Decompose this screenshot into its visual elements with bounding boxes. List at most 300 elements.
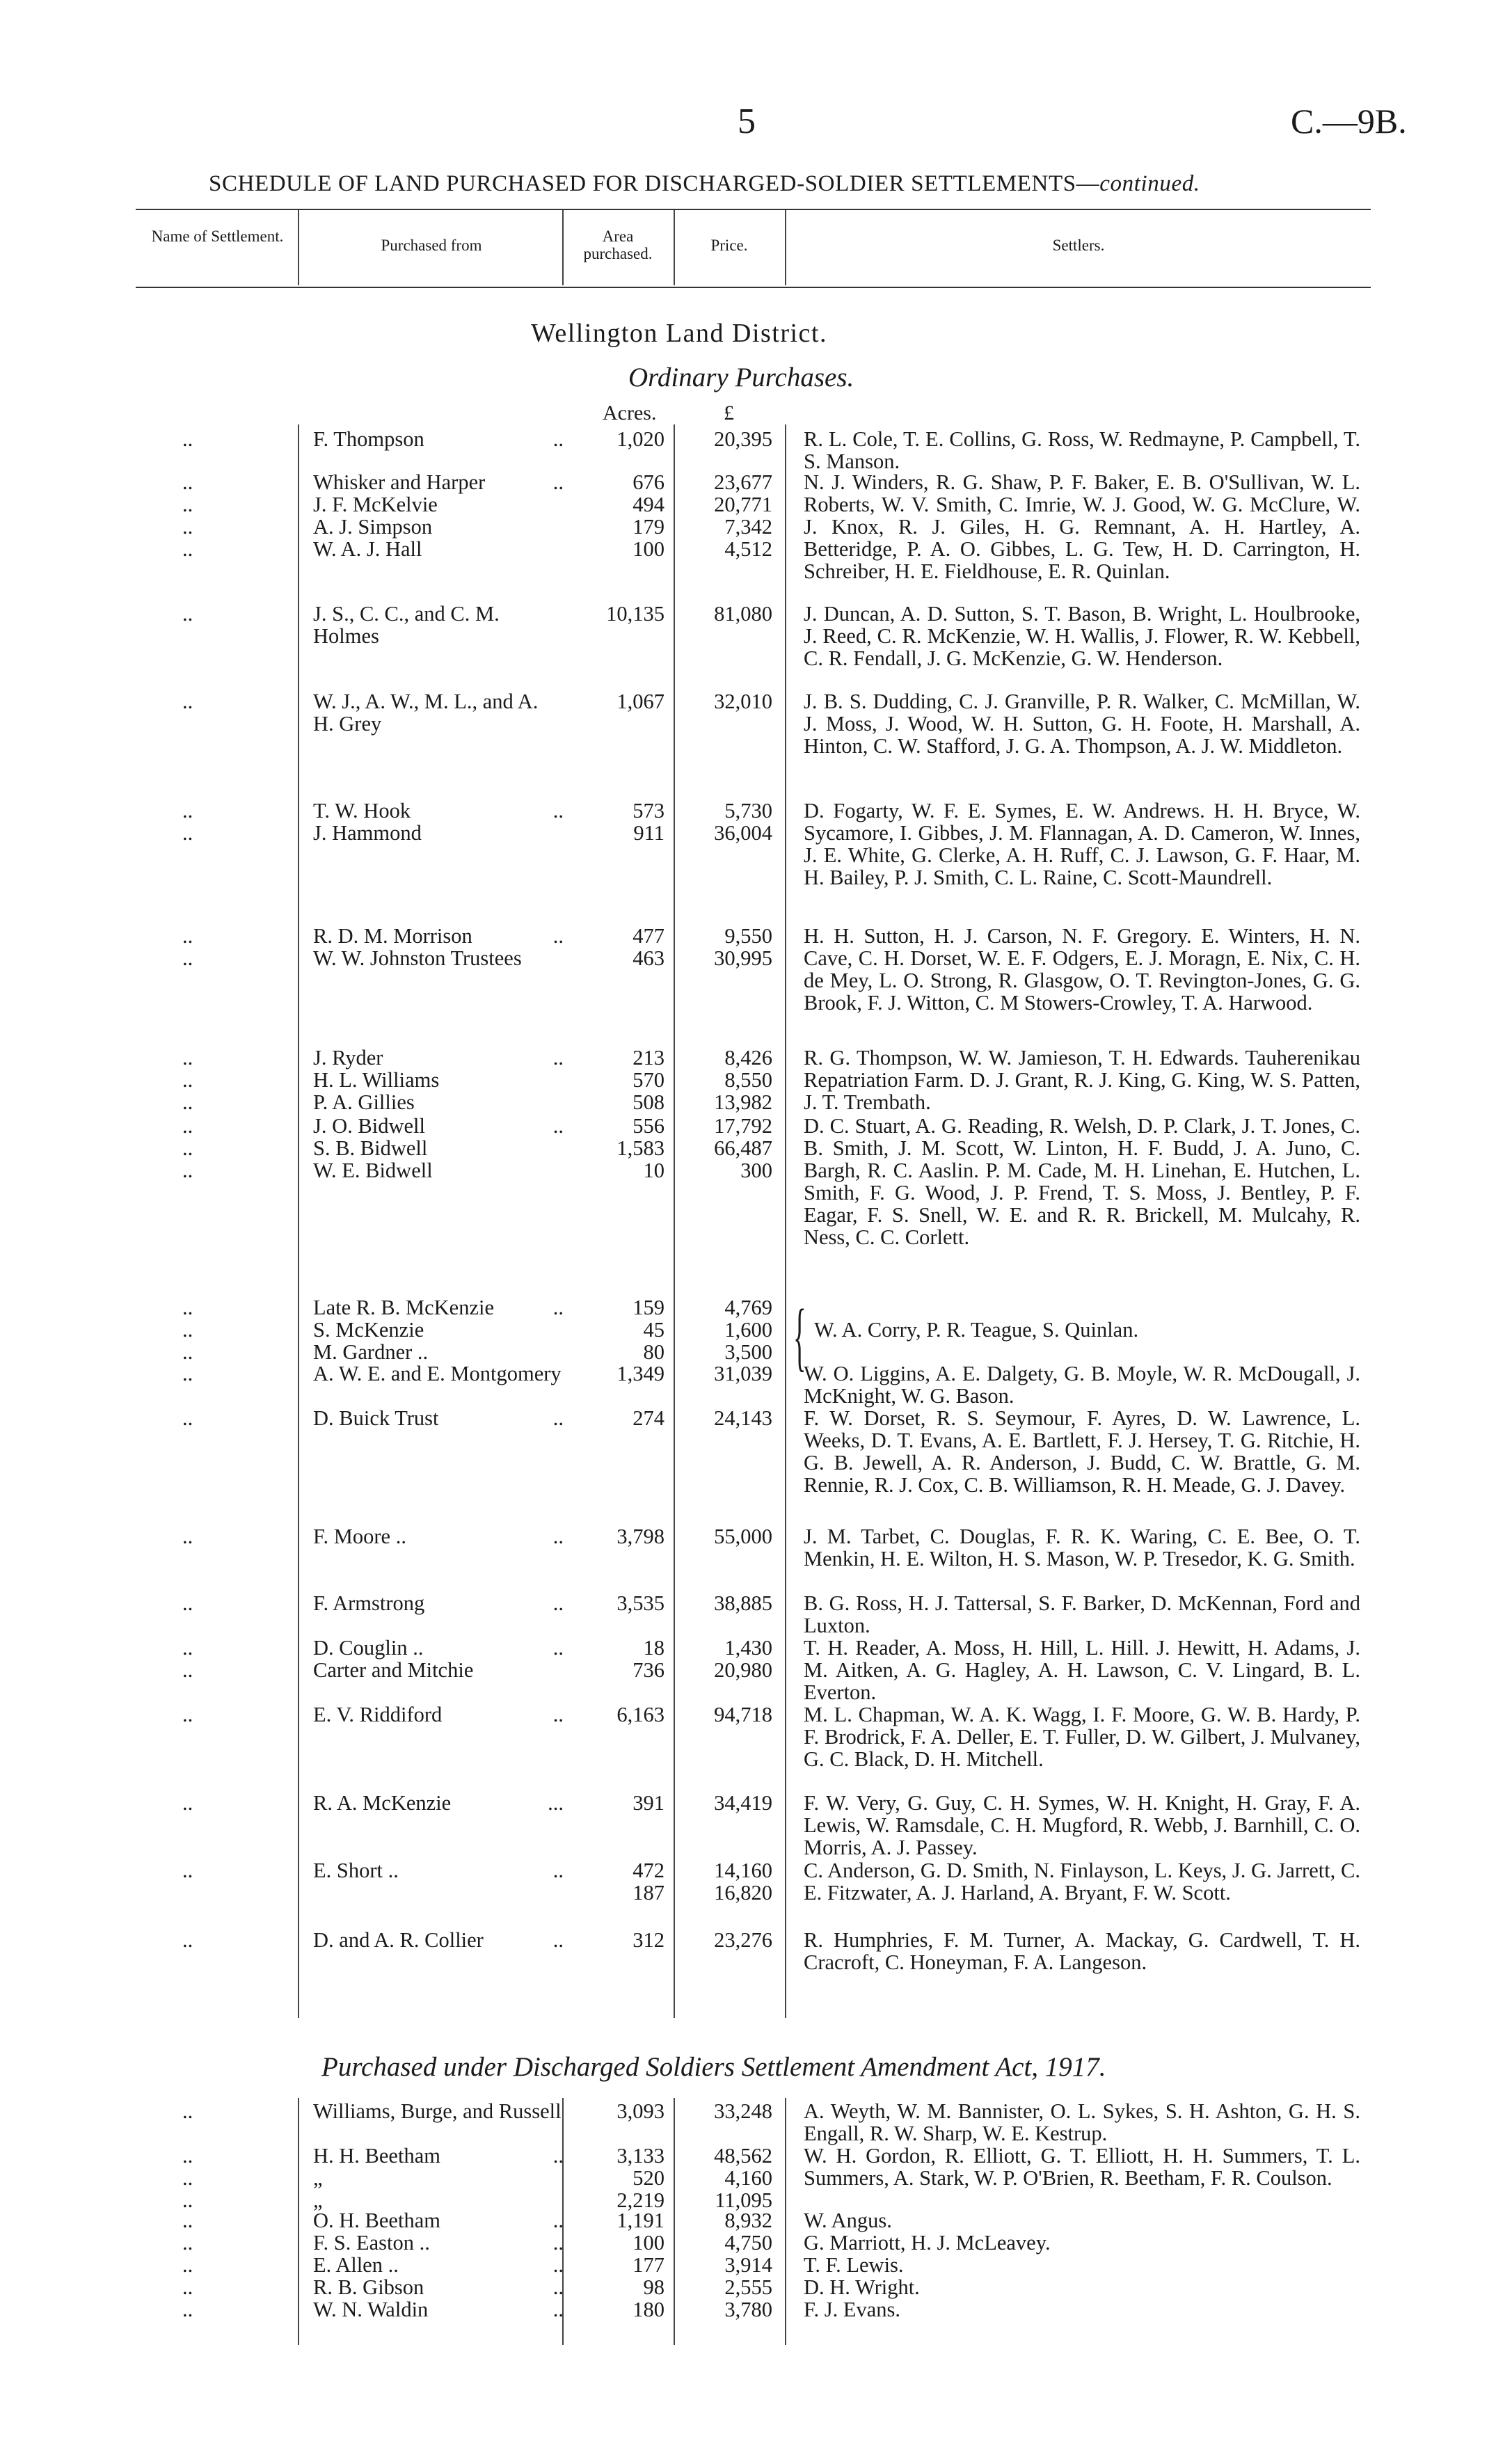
purchased-from-cell [313,1525,564,1548]
area-value: 98 [643,2275,665,2299]
price-cell [685,2232,772,2254]
area-value: 477 [632,924,665,948]
leader-dots: .. [552,1296,564,1319]
name-of-settlement-cell [182,1407,193,1429]
price-value: 4,750 [724,2231,772,2255]
area-value: 520 [632,2166,665,2190]
body-divider-3 [674,424,675,2018]
area-value: 100 [632,537,665,561]
price-value: 31,039 [714,1362,772,1385]
purchased-from-cell [313,603,564,647]
settlers-cell: R. G. Thompson, W. W. Jamieson, T. H. Edwards. Tauherenikau Repatriation Farm. D. J. Grant, R. J. King, G. King, W. S. Patten, J. T. Trembath. [804,1046,1360,1114]
area-value: 570 [632,1068,665,1092]
leader-dots: .. [182,470,193,494]
settlers-cell: W. Angus. [804,2209,892,2232]
vendor-name: J. S., C. C., and C. M. Holmes [313,602,500,648]
leader-dots: .. [182,1318,193,1342]
price-value: 4,512 [724,537,772,561]
purchased-from-cell [313,1859,564,1882]
column-header-purchased-from: Purchased from [381,237,482,254]
area-cell [581,1592,665,1614]
purchased-from-cell [313,1792,564,1814]
leader-dots: .. [182,821,193,845]
leader-dots: .. [182,1159,193,1182]
purchased-from-cell [313,2100,564,2122]
leader-dots: .. [552,1928,564,1952]
area-value: 213 [632,1046,665,1070]
settlers-cell: D. H. Wright. [804,2275,920,2299]
price-value: 17,792 [714,1114,772,1138]
leader-dots: .. [552,1406,564,1430]
schedule-title-continued: continued. [1099,171,1200,196]
price-cell [685,2276,772,2298]
settlers-cell: W. H. Gordon, R. Elliott, G. T. Elliott, H. H. Summers, T. L. Summers, A. Stark, W. P. O'Brien, R. Beetham, F. R. Coulson. [804,2144,1360,2190]
vendor-name: S. McKenzie [313,1318,424,1342]
leader-dots: .. [182,1296,193,1319]
area-value: 18 [643,1636,665,1660]
area-value: 6,163 [616,1703,665,1726]
purchased-from-cell [313,925,564,969]
leader-dots: .. [552,2144,564,2168]
settlers-cell: J. Duncan, A. D. Sutton, S. T. Bason, B. Wright, L. Houlbrooke, J. Reed, C. R. McKenzie, W. H. Wallis, J. Flower, R. W. Kebbell, C. R. Fendall, J. G. McKenzie, G. W. Henderson. [804,602,1360,670]
leader-dots: .. [182,1928,193,1952]
section-heading-amendment-act: Purchased under Discharged Soldiers Settlement Amendment Act, 1917. [321,2052,1106,2082]
vendor-name: R. B. Gibson [313,2275,424,2299]
settlers-cell: N. J. Winders, R. G. Shaw, P. F. Baker, E. B. O'Sullivan, W. L. Roberts, W. V. Smith, C. Imrie, W. J. Good, W. G. McClure, W. J. Knox, R. J. Giles, H. G. Remnant, A. H. Hartley, A. Betteridge, P. A. O. Gibbes, L. G. Tew, H. D. Carrington, H. Schreiber, H. E. Fieldhouse, E. R. Quinlan. [804,470,1360,583]
area-value: 187 [632,1881,665,1905]
area-value: 177 [632,2253,665,2277]
settlers-cell: R. Humphries, F. M. Turner, A. Mackay, G. Cardwell, T. H. Cracroft, C. Honeyman, F. A. Langeson. [804,1928,1360,1974]
purchased-from-cell [313,1929,564,1951]
area-value: 312 [632,1928,665,1952]
area-cell [581,1525,665,1548]
purchased-from-cell [313,1115,564,1182]
price-value: 7,342 [724,515,772,539]
leader-dots: .. [182,2166,193,2190]
settlers-cell: C. Anderson, G. D. Smith, N. Finlayson, L. Keys, J. G. Jarrett, C. E. Fitzwater, A. J. Harland, A. Bryant, F. W. Scott. [804,1859,1360,1905]
leader-dots: .. [182,537,193,561]
name-of-settlement-cell [182,1525,193,1548]
area-cell [581,2145,665,2211]
price-value: 1,430 [724,1636,772,1660]
vendor-name: Whisker and Harper [313,470,486,494]
price-cell [685,925,772,969]
name-of-settlement-cell [182,925,193,969]
vendor-name: P. A. Gillies [313,1090,415,1114]
price-cell [685,2100,772,2122]
purchased-from-cell [313,1407,564,1429]
area-value: 3,093 [616,2099,665,2123]
area-cell [581,1115,665,1182]
area-value: 1,067 [616,690,665,713]
price-value: 9,550 [724,924,772,948]
price-cell [685,1525,772,1548]
area-cell [581,1929,665,1951]
leader-dots: .. [552,1636,564,1660]
leader-dots: .. [182,1114,193,1138]
price-cell [685,2145,772,2211]
price-cell [685,603,772,625]
leader-dots: .. [182,1046,193,1070]
area-value: 1,020 [616,427,665,451]
area-cell [581,2298,665,2321]
settlers-cell: M. L. Chapman, W. A. K. Wagg, I. F. Moore, G. W. B. Hardy, P. F. Brodrick, F. A. Deller, E. T. Fuller, D. W. Gilbert, J. Mulvaney, G. C. Black, D. H. Mitchell. [804,1703,1360,1771]
price-value: 33,248 [714,2099,772,2123]
vendor-name: M. Gardner .. [313,1340,429,1364]
settlers-cell: G. Marriott, H. J. McLeavey. [804,2231,1051,2255]
vendor-name: W. N. Waldin [313,2298,429,2321]
area-value: 472 [632,1859,665,1882]
purchased-from-cell [313,1592,564,1614]
name-of-settlement-cell [182,2276,193,2298]
column-header-name: Name of Settlement. [151,228,284,245]
area-value: 508 [632,1090,665,1114]
price-value: 38,885 [714,1591,772,1615]
price-value: 8,932 [724,2209,772,2232]
price-value: 13,982 [714,1090,772,1114]
leader-dots: .. [182,1068,193,1092]
leader-dots: .. [182,1362,193,1385]
section2-divider-3 [674,2098,675,2345]
settlers-cell: F. W. Very, G. Guy, C. H. Symes, W. H. Knight, H. Gray, F. A. Lewis, W. Ramsdale, C. H. Mugford, R. Webb, J. Barnhill, C. O. Morris, A. J. Passey. [804,1791,1360,1859]
price-cell [685,1792,772,1814]
vendor-name: E. V. Riddiford [313,1703,443,1726]
leader-dots: .. [182,1658,193,1682]
purchased-from-cell [313,690,564,735]
vendor-name: F. Armstrong [313,1591,425,1615]
name-of-settlement-cell [182,603,193,625]
settlers-cell: B. G. Ross, H. J. Tattersal, S. F. Barker, D. McKennan, Ford and Luxton. [804,1591,1360,1637]
vendor-name: J. O. Bidwell [313,1114,425,1138]
price-value: 20,771 [714,493,772,516]
header-divider-4 [785,210,786,285]
area-cell [581,2100,665,2122]
vendor-name: F. S. Easton .. [313,2231,430,2255]
vendor-name: R. A. McKenzie [313,1791,452,1815]
vendor-name: D. Couglin .. [313,1636,424,1660]
area-value: 391 [632,1791,665,1815]
price-value: 34,419 [714,1791,772,1815]
area-cell [581,1047,665,1113]
leader-dots: .. [182,2209,193,2232]
vendor-name: F. Thompson [313,427,424,451]
area-cell [581,471,665,560]
name-of-settlement-cell [182,1296,193,1363]
name-of-settlement-cell [182,690,193,713]
leader-dots: .. [182,1636,193,1660]
area-cell [581,1859,665,1904]
settlers-cell: F. J. Evans. [804,2298,901,2321]
settlers-cell: D. C. Stuart, A. G. Reading, R. Welsh, D. P. Clark, J. T. Jones, C. B. Smith, J. M. Scott, W. Linton, H. F. Budd, J. A. Juno, C. Bargh, R. C. Aaslin. P. M. Cade, M. H. Linehan, E. Hutchen, L. Smith, F. G. Wood, J. P. Frend, T. S. Moss, J. Bentley, P. F. Eagar, F. S. Snell, W. E. and R. R. Brickell, M. Mulcahy, R. Ness, C. C. Corlett. [804,1114,1360,1249]
price-value: 3,500 [724,1340,772,1364]
settlers-cell: D. Fogarty, W. F. E. Symes, E. W. Andrews. H. H. Bryce, W. Sycamore, I. Gibbes, J. M. Flannagan, A. D. Cameron, W. Innes, J. E. White, G. Clerke, A. H. Ruff, C. J. Lawson, G. F. Haar, M. H. Bailey, P. J. Smith, C. L. Raine, C. Scott-Maundrell. [804,799,1360,889]
leader-dots: .. [182,515,193,539]
price-value: 11,095 [715,2188,772,2212]
price-value: 2,555 [724,2275,772,2299]
settlers-cell: T. H. Reader, A. Moss, H. Hill, L. Hill. J. Hewitt, H. Adams, J. M. Aitken, A. G. Hagley, A. H. Lawson, C. V. Lingard, B. L. Everton. [804,1636,1360,1704]
vendor-name: W. E. Bidwell [313,1159,433,1182]
leader-dots: .. [552,1859,564,1882]
purchased-from-cell [313,2254,564,2276]
name-of-settlement-cell [182,2298,193,2321]
leader-dots: .. [552,427,564,451]
price-value: 81,080 [714,602,772,626]
area-value: 3,133 [616,2144,665,2168]
column-header-area: Area purchased. [583,228,653,262]
vendor-name: J. Ryder [313,1046,383,1070]
area-value: 573 [632,799,665,822]
name-of-settlement-cell [182,428,193,450]
settlers-cell: F. W. Dorset, R. S. Seymour, F. Ayres, D. W. Lawrence, L. Weeks, D. T. Evans, A. E. Bartlett, F. J. Hersey, T. G. Ritchie, H. G. B. Jewell, A. R. Anderson, J. Budd, C. W. Brattle, G. M. Rennie, R. J. Cox, C. B. Williamson, R. H. Meade, G. J. Davey. [804,1406,1360,1497]
area-cell [581,1407,665,1429]
header-divider-1 [298,210,299,285]
purchased-from-cell [313,2209,564,2232]
price-value: 23,677 [714,470,772,494]
header-divider-3 [674,210,675,285]
area-cell [581,2276,665,2298]
area-cell [581,1703,665,1726]
price-cell [685,1047,772,1113]
price-cell [685,1362,772,1385]
price-cell [685,1637,772,1681]
price-value: 8,426 [724,1046,772,1070]
vendor-name: E. Allen .. [313,2253,399,2277]
schedule-title [209,171,1200,197]
price-value: 300 [740,1159,772,1182]
vendor-name: T. W. Hook [313,799,411,822]
price-value: 32,010 [714,690,772,713]
leader-dots: .. [552,2275,564,2299]
vendor-name: S. B. Bidwell [313,1136,428,1160]
price-cell [685,1115,772,1182]
price-value: 24,143 [714,1406,772,1430]
vendor-name: H. H. Beetham [313,2144,440,2168]
leader-dots: .. [552,799,564,822]
area-value: 556 [632,1114,665,1138]
unit-acres: Acres. [603,401,657,424]
price-value: 48,562 [714,2144,772,2168]
vendor-name: A. J. Simpson [313,515,433,539]
price-value: 14,160 [714,1859,772,1882]
leader-dots: .. [182,2188,193,2212]
price-cell [685,690,772,713]
area-cell [581,1296,665,1363]
name-of-settlement-cell [182,800,193,844]
leader-dots: .. [182,1591,193,1615]
leader-dots: .. [182,1703,193,1726]
leader-dots: .. [182,2298,193,2321]
leader-dots: .. [182,690,193,713]
price-cell [685,1592,772,1614]
section-heading-ordinary: Ordinary Purchases. [628,363,854,392]
settlers-cell: H. H. Sutton, H. J. Carson, N. F. Gregory. E. Winters, H. N. Cave, C. H. Dorset, W. E. F. Odgers, E. J. Moragn, E. Nix, C. H. de Mey, L. O. Strong, R. Glasgow, O. T. Revington-Jones, G. G. Brook, F. J. Witton, C. M Stowers-Crowley, T. A. Harwood. [804,924,1360,1015]
price-cell [685,1859,772,1904]
vendor-name: J. Hammond [313,821,422,845]
price-value: 20,395 [714,427,772,451]
vendor-name: H. L. Williams [313,1068,440,1092]
group-brace: { [793,1294,806,1378]
column-header-price: Price. [710,237,748,254]
vendor-name: D. Buick Trust [313,1406,439,1430]
price-cell [685,2254,772,2276]
price-value: 3,914 [724,2253,772,2277]
document-reference: C.—9B. [1291,102,1407,141]
area-cell [581,690,665,713]
leader-dots: .. [552,2209,564,2232]
price-value: 20,980 [714,1658,772,1682]
area-value: 1,191 [616,2209,665,2232]
price-value: 1,600 [724,1318,772,1342]
price-cell [685,1296,772,1363]
purchased-from-cell [313,428,564,450]
area-value: 179 [632,515,665,539]
purchased-from-cell [313,1362,564,1385]
leader-dots: .. [182,2099,193,2123]
vendor-name: W. W. Johnston Trustees [313,946,522,970]
area-value: 2,219 [616,2188,665,2212]
body-divider-1 [298,424,299,2018]
area-cell [581,2209,665,2232]
leader-dots: .. [182,946,193,970]
purchased-from-cell [313,1047,564,1113]
price-cell [685,800,772,844]
purchased-from-cell [313,2232,564,2254]
leader-dots: .. [552,1703,564,1726]
area-value: 1,583 [616,1136,665,1160]
leader-dots: .. [552,470,564,494]
price-value: 30,995 [714,946,772,970]
purchased-from-cell [313,1703,564,1726]
name-of-settlement-cell [182,1047,193,1113]
leader-dots: .. [182,1136,193,1160]
district-heading: Wellington Land District. [531,319,827,348]
area-value: 180 [632,2298,665,2321]
vendor-name: „ [313,2188,323,2212]
price-cell [685,471,772,560]
name-of-settlement-cell [182,1859,193,1882]
name-of-settlement-cell [182,1362,193,1385]
name-of-settlement-cell [182,1115,193,1182]
name-of-settlement-cell [182,1792,193,1814]
settlers-cell: T. F. Lewis. [804,2253,904,2277]
leader-dots: .. [182,427,193,451]
price-value: 66,487 [714,1136,772,1160]
schedule-title-main: SCHEDULE OF LAND PURCHASED FOR DISCHARGED-SOLDIER SETTLEMENTS— [209,171,1100,196]
page-number: 5 [738,102,756,141]
leader-dots: .. [182,1859,193,1882]
area-value: 274 [632,1406,665,1430]
vendor-name: A. W. E. and E. Montgomery [313,1362,562,1385]
leader-dots: .. [552,2298,564,2321]
area-value: 3,798 [616,1525,665,1548]
leader-dots: .. [182,2253,193,2277]
area-cell [581,2232,665,2254]
settlers-cell: R. L. Cole, T. E. Collins, G. Ross, W. Redmayne, P. Campbell, T. S. Manson. [804,427,1360,473]
area-cell [581,925,665,969]
vendor-name: E. Short .. [313,1859,399,1882]
leader-dots: .. [182,602,193,626]
column-header-settlers: Settlers. [1052,237,1105,254]
area-cell [581,1637,665,1681]
name-of-settlement-cell [182,2209,193,2232]
area-value: 736 [632,1658,665,1682]
settlers-cell: W. A. Corry, P. R. Teague, S. Quinlan. [814,1318,1139,1342]
name-of-settlement-cell [182,1637,193,1681]
vendor-name: W. A. J. Hall [313,537,422,561]
vendor-name: D. and A. R. Collier [313,1928,484,1952]
vendor-name: W. J., A. W., M. L., and A. H. Grey [313,690,539,735]
settlers-cell: J. B. S. Dudding, C. J. Granville, P. R. Walker, C. McMillan, W. J. Moss, J. Wood, W. H. Sutton, G. H. Foote, H. Marshall, A. Hinton, C. W. Stafford, J. G. A. Thompson, A. J. W. Middleton. [804,690,1360,758]
area-cell [581,603,665,625]
body-divider-4 [785,424,786,2018]
area-cell [581,1362,665,1385]
area-value: 100 [632,2231,665,2255]
leader-dots: .. [182,924,193,948]
price-value: 16,820 [714,1881,772,1905]
header-divider-2 [562,210,564,285]
vendor-name: F. Moore .. [313,1525,406,1548]
area-cell [581,2254,665,2276]
price-value: 5,730 [724,799,772,822]
leader-dots: .. [182,493,193,516]
purchased-from-cell [313,471,564,560]
vendor-name: J. F. McKelvie [313,493,438,516]
price-cell [685,428,772,450]
area-value: 45 [643,1318,665,1342]
leader-dots: .. [182,1090,193,1114]
leader-dots: .. [552,924,564,948]
purchased-from-cell [313,2145,564,2211]
area-value: 676 [632,470,665,494]
leader-dots: .. [182,2144,193,2168]
leader-dots: .. [182,1525,193,1548]
name-of-settlement-cell [182,471,193,560]
price-cell [685,2209,772,2232]
leader-dots: .. [182,2275,193,2299]
leader-dots: .. [182,2231,193,2255]
leader-dots: .. [182,1791,193,1815]
leader-dots: .. [182,1340,193,1364]
area-value: 1,349 [616,1362,665,1385]
price-cell [685,1407,772,1429]
section2-divider-4 [785,2098,786,2345]
price-value: 23,276 [714,1928,772,1952]
name-of-settlement-cell [182,1592,193,1614]
settlers-cell: J. M. Tarbet, C. Douglas, F. R. K. Waring, C. E. Bee, O. T. Menkin, H. E. Wilton, H. S. Mason, W. P. Tresedor, K. G. Smith. [804,1525,1360,1571]
leader-dots: .. [552,2231,564,2255]
leader-dots: .. [182,799,193,822]
leader-dots: .. [552,1114,564,1138]
price-value: 55,000 [714,1525,772,1548]
area-cell [581,1792,665,1814]
vendor-name: Williams, Burge, and Russell [313,2099,562,2123]
section2-divider-1 [298,2098,299,2345]
purchased-from-cell [313,2298,564,2321]
area-cell [581,800,665,844]
purchased-from-cell [313,1637,564,1681]
purchased-from-cell [313,2276,564,2298]
leader-dots: .. [552,1591,564,1615]
area-value: 3,535 [616,1591,665,1615]
vendor-name: Carter and Mitchie [313,1658,474,1682]
leader-dots: .. [552,1046,564,1070]
header-top-rule [136,209,1371,210]
name-of-settlement-cell [182,1703,193,1726]
area-cell [581,428,665,450]
area-value: 494 [632,493,665,516]
leader-dots: .. [182,1406,193,1430]
header-bottom-rule [136,287,1371,288]
